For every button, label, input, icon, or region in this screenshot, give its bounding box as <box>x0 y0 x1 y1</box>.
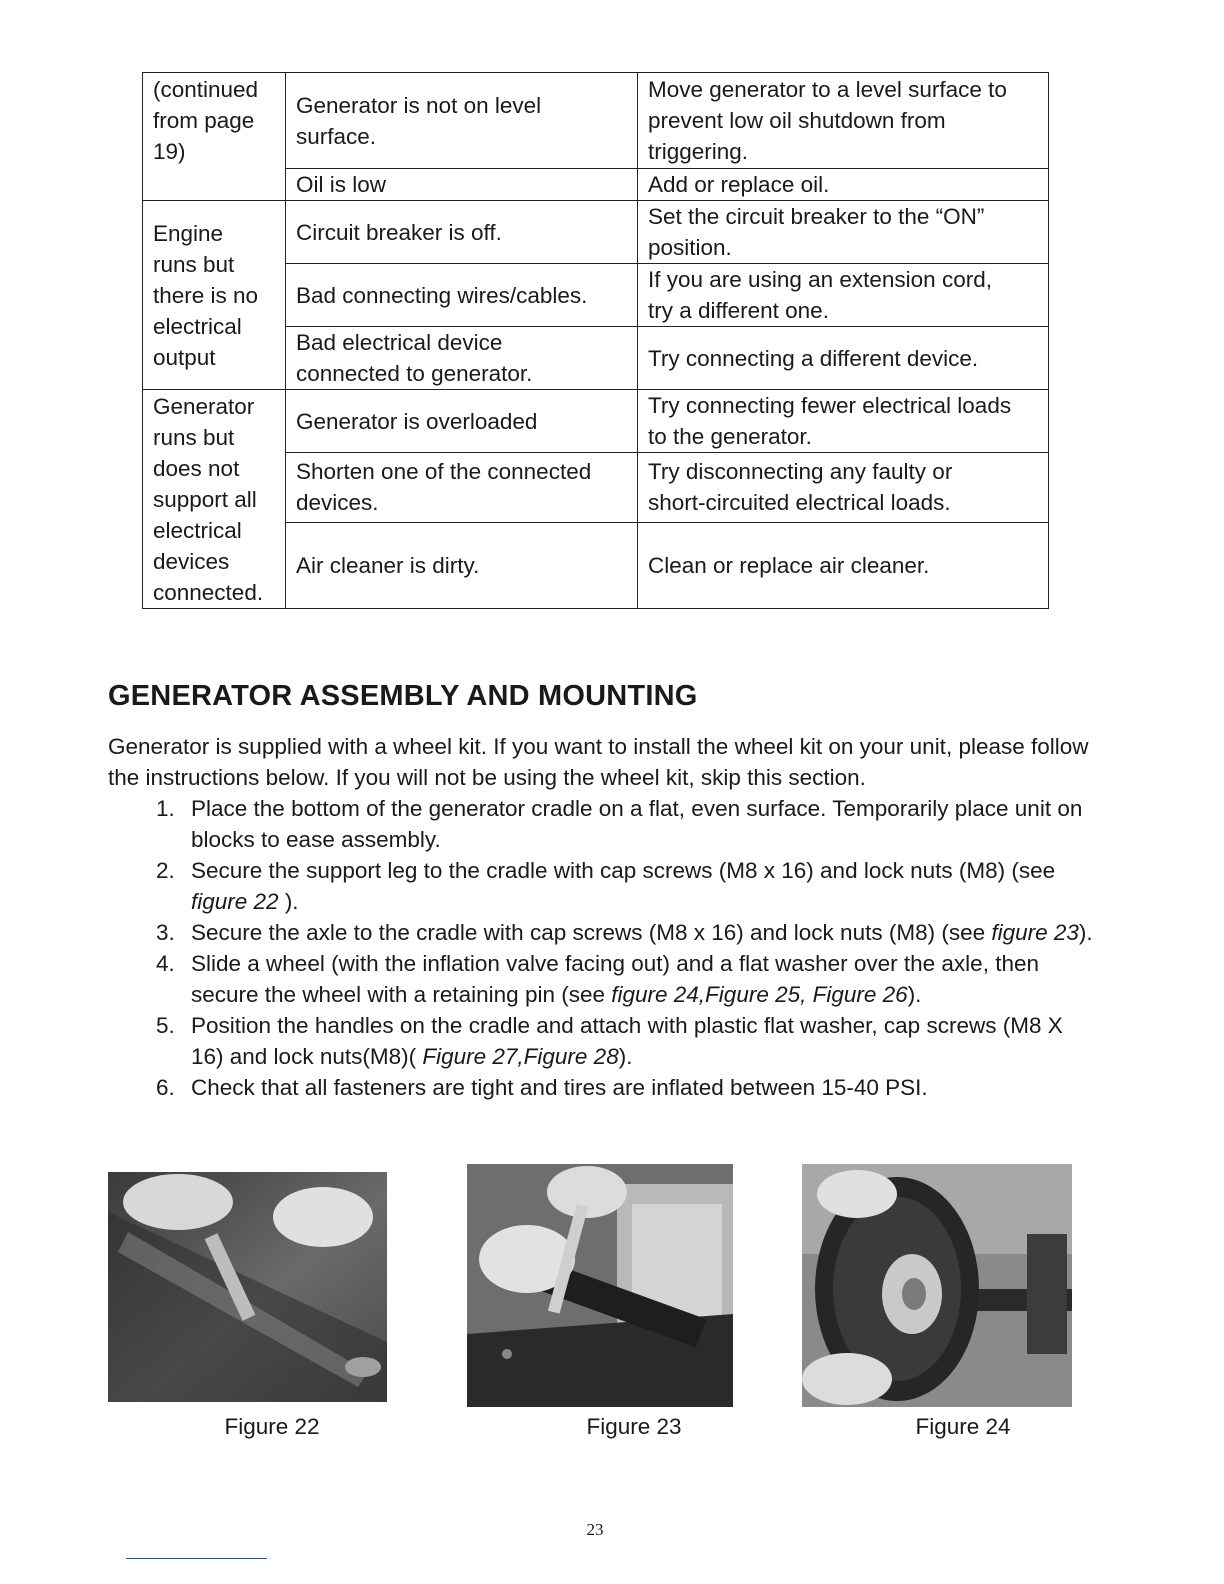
list-item <box>156 793 1096 855</box>
table-row <box>143 201 1049 264</box>
step-text: Position the handles on the cradle and attach with plastic flat washer, cap screws (M8 X 16) and lock nuts(M8)( <box>191 1013 1063 1069</box>
figure-23-photo <box>467 1164 733 1407</box>
solution-cell: Try connecting a different device. <box>638 327 1049 390</box>
solution-cell: If you are using an extension cord, try a different one. <box>638 264 1049 327</box>
assembly-steps <box>156 793 1096 1103</box>
step-text: Place the bottom of the generator cradle on a flat, even surface. Temporarily place unit on blocks to ease assembly. <box>191 796 1083 852</box>
cause-cell: Shorten one of the connected devices. <box>286 453 638 522</box>
table-row <box>143 390 1049 453</box>
step-text: Secure the support leg to the cradle with cap screws (M8 x 16) and lock nuts (M8) (see <box>191 858 1056 883</box>
troubleshooting-table <box>142 72 1049 609</box>
figure-23-caption: Figure 23 <box>586 1414 682 1439</box>
cause-cell: Circuit breaker is off. <box>286 201 638 264</box>
section-intro: Generator is supplied with a wheel kit. If you want to install the wheel kit on your unit, please follow the instructions below. If you will not be using the wheel kit, skip this section. <box>108 734 1089 790</box>
solution-cell: Try disconnecting any faulty or short-circuited electrical loads. <box>638 453 1049 522</box>
cause-cell: Oil is low <box>286 169 638 201</box>
cause-cell: Generator is overloaded <box>286 390 638 453</box>
list-item <box>156 948 1096 1010</box>
solution-cell: Set the circuit breaker to the “ON” position. <box>638 201 1049 264</box>
solution-cell: Clean or replace air cleaner. <box>638 522 1049 608</box>
step-text-tail: ). <box>618 1044 633 1069</box>
step-number: 3. <box>156 920 175 945</box>
list-item <box>156 1072 1096 1103</box>
step-number: 4. <box>156 951 175 976</box>
step-text: Slide a wheel (with the inflation valve facing out) and a flat washer over the axle, then secure the wheel with a retaining pin (see <box>191 951 1039 1007</box>
step-text-tail: ). <box>278 889 299 914</box>
solution-cell: Add or replace oil. <box>638 169 1049 201</box>
cause-cell: Bad electrical device connected to generator. <box>286 327 638 390</box>
step-number: 1. <box>156 796 175 821</box>
step-number: 5. <box>156 1013 175 1038</box>
figure-reference: figure 22 <box>191 889 279 914</box>
cause-cell: Generator is not on level surface. <box>286 73 638 169</box>
section-title: GENERATOR ASSEMBLY AND MOUNTING <box>108 680 698 712</box>
problem-cell: Generator runs but does not support all electrical devices connected. <box>143 390 286 609</box>
figure-24-photo <box>802 1164 1072 1407</box>
problem-cell: Engine runs but there is no electrical output <box>143 201 286 390</box>
figure-24-caption: Figure 24 <box>915 1414 1011 1439</box>
solution-cell: Move generator to a level surface to prevent low oil shutdown from triggering. <box>638 73 1049 169</box>
figure-22-caption: Figure 22 <box>224 1414 320 1439</box>
step-text: Check that all fasteners are tight and tires are inflated between 15-40 PSI. <box>191 1075 928 1100</box>
solution-cell: Try connecting fewer electrical loads to the generator. <box>638 390 1049 453</box>
cause-cell: Air cleaner is dirty. <box>286 522 638 608</box>
figure-reference: figure 24,Figure 25, Figure 26 <box>611 982 908 1007</box>
step-text: Secure the axle to the cradle with cap screws (M8 x 16) and lock nuts (M8) (see <box>191 920 992 945</box>
step-number: 6. <box>156 1075 175 1100</box>
figure-reference: figure 23 <box>991 920 1079 945</box>
figure-reference: Figure 27,Figure 28 <box>422 1044 619 1069</box>
step-text-tail: ). <box>907 982 922 1007</box>
table-row <box>143 73 1049 169</box>
step-number: 2. <box>156 858 175 883</box>
page-number: 23 <box>586 1520 604 1539</box>
cause-cell: Bad connecting wires/cables. <box>286 264 638 327</box>
figure-22-photo <box>108 1172 387 1402</box>
footnote-rule <box>126 1558 267 1559</box>
list-item <box>156 917 1096 948</box>
list-item <box>156 855 1096 917</box>
problem-cell: (continued from page 19) <box>143 73 286 201</box>
list-item <box>156 1010 1096 1072</box>
step-text-tail: ). <box>1078 920 1093 945</box>
